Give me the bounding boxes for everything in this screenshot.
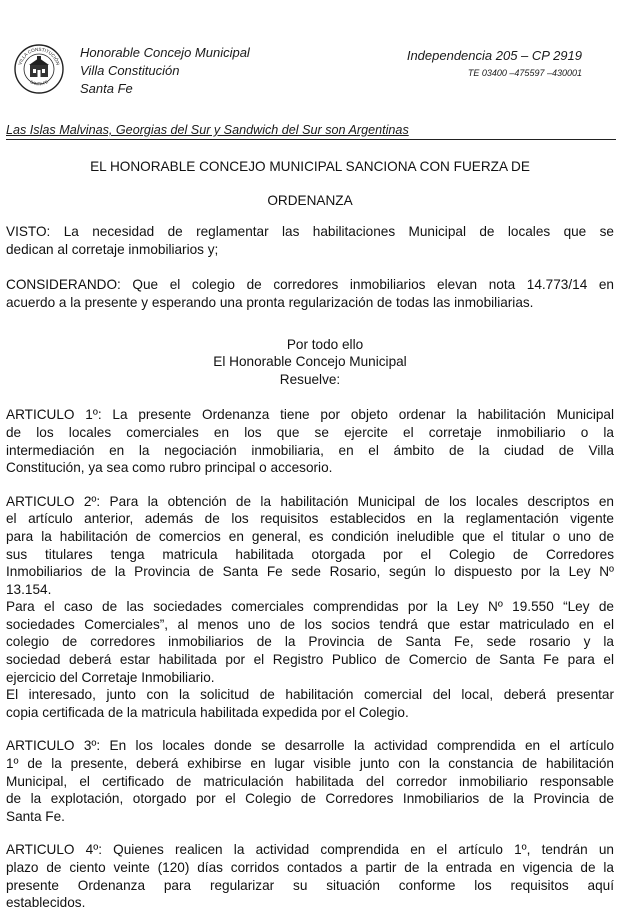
text-line: CONSIDERANDO: Que el colegio de corredores inmobiliarios elevan nota 14.773/14 en [6, 277, 614, 293]
text-line: ARTICULO 1º: La presente Ordenanza tiene por objeto ordenar la habilitación Municipal [6, 407, 614, 423]
text-line: ARTICULO 3º: En los locales donde se desarrolle la actividad comprendida en el artículo [6, 738, 614, 754]
text-line: establecidos. [6, 895, 86, 911]
header-contact [407, 48, 582, 80]
text-line: copia certificada de la matricula habilitada expedida por el Colegio. [6, 704, 409, 720]
text-line: presente Ordenanza para regularizar su situación conforme los requisitos aquí [6, 877, 614, 893]
header-line-2: Villa Constitución [80, 63, 180, 78]
text-line: acuerdo a la presente y esperando una pronta regularización de todas las inmobiliarias. [6, 294, 534, 310]
resolve-line: El Honorable Concejo Municipal [213, 354, 407, 370]
text-line: Santa Fe. [6, 808, 65, 824]
text-line: sociedad deberá estar habilitada por el Registro Publico de Comercio de Santa Fe para el [6, 652, 614, 668]
text-line: sociedades Comerciales”, al menos uno de los socios tendrá que estar matriculado en el [6, 616, 614, 632]
text-line: Constitución, ya sea como rubro principal o accesorio. [6, 460, 333, 476]
municipal-seal-icon [14, 44, 64, 94]
considerando-paragraph [6, 276, 614, 311]
text-line: ejercicio del Corretaje Inmobiliario. [6, 669, 215, 685]
text-line: ARTICULO 4º: Quienes realicen la actividad comprendida en el artículo 1º, tendrán un [6, 842, 614, 858]
resolve-line: Por todo ello [286, 336, 364, 352]
text-line: Inmobiliarios de la Provincia de Santa Fe sede Rosario, según lo dispuesto por la Ley Nº [6, 564, 614, 580]
text-line: 1º de la presente, deberá exhibirse en lugar visible junto con la constancia de habilitación [6, 756, 614, 772]
text-line: de los locales comerciales en los que se ejercite el corretaje inmobiliario o la [6, 424, 614, 440]
text-line: el artículo anterior, además de los requisitos establecidos en la reglamentación vigente [6, 511, 614, 527]
resolve-block [6, 336, 614, 389]
text-line: de la explotación, otorgado por el Colegio de Corredores Inmobiliarios de la Provincia de [6, 791, 614, 807]
article-4 [6, 841, 614, 911]
header-institution [80, 44, 250, 98]
text-line: 13.154. [6, 581, 52, 597]
text-line: sus titulares tenga matricula habilitada otorgada por el Colegio de Corredores [6, 546, 614, 562]
svg-text:VILLA CONSTITUCIÓN: VILLA CONSTITUCIÓN [17, 46, 61, 66]
motto-text: Las Islas Malvinas, Georgias del Sur y Sandwich del Sur son Argentinas [6, 123, 409, 137]
article-1 [6, 406, 614, 476]
text-line: dedican al corretaje inmobiliarios y; [6, 241, 219, 257]
document-body [6, 158, 614, 912]
text-line: para la habilitación de comercios en general, es condición ineludible que el titular o uno de [6, 528, 614, 544]
article-3 [6, 737, 614, 825]
header-address: Independencia 205 – CP 2919 [406, 48, 582, 63]
text-line: colegio de corredores inmobiliarios de la Provincia de Santa Fe, sede rosario y la [6, 634, 614, 650]
text-line: El interesado, junto con la solicitud de habilitación comercial del local, deberá presentar [6, 687, 614, 703]
header-line-3: Santa Fe [80, 81, 133, 96]
document-subtitle: ORDENANZA [267, 192, 353, 208]
svg-text:SANTA FE: SANTA FE [29, 79, 49, 87]
text-line: ARTICULO 2º: Para la obtención de la habilitación Municipal de los locales descriptos en [6, 493, 614, 509]
text-line: Municipal, el certificado de matriculación habilitada del corredor inmobiliario responsable [6, 773, 614, 789]
header-phone: TE 03400 –475597 –430001 [467, 68, 582, 78]
header-line-1: Honorable Concejo Municipal [80, 45, 250, 60]
text-line: plazo de ciento veinte (120) días corridos contados a partir de la entrada en vigencia de la [6, 860, 614, 875]
text-line: intermediación en la negociación inmobiliaria, en el ámbito de la ciudad de Villa [6, 442, 614, 458]
text-line: VISTO: La necesidad de reglamentar las habilitaciones Municipal de locales que se [6, 224, 614, 240]
document-title: EL HONORABLE CONCEJO MUNICIPAL SANCIONA CON FUERZA DE [90, 159, 530, 174]
article-2 [6, 493, 614, 722]
resolve-line: Resuelve: [279, 371, 341, 387]
visto-paragraph [6, 223, 614, 258]
motto-line [6, 122, 616, 140]
text-line: Para el caso de las sociedades comerciales comprendidas por la Ley Nº 19.550 “Ley de [6, 599, 614, 615]
